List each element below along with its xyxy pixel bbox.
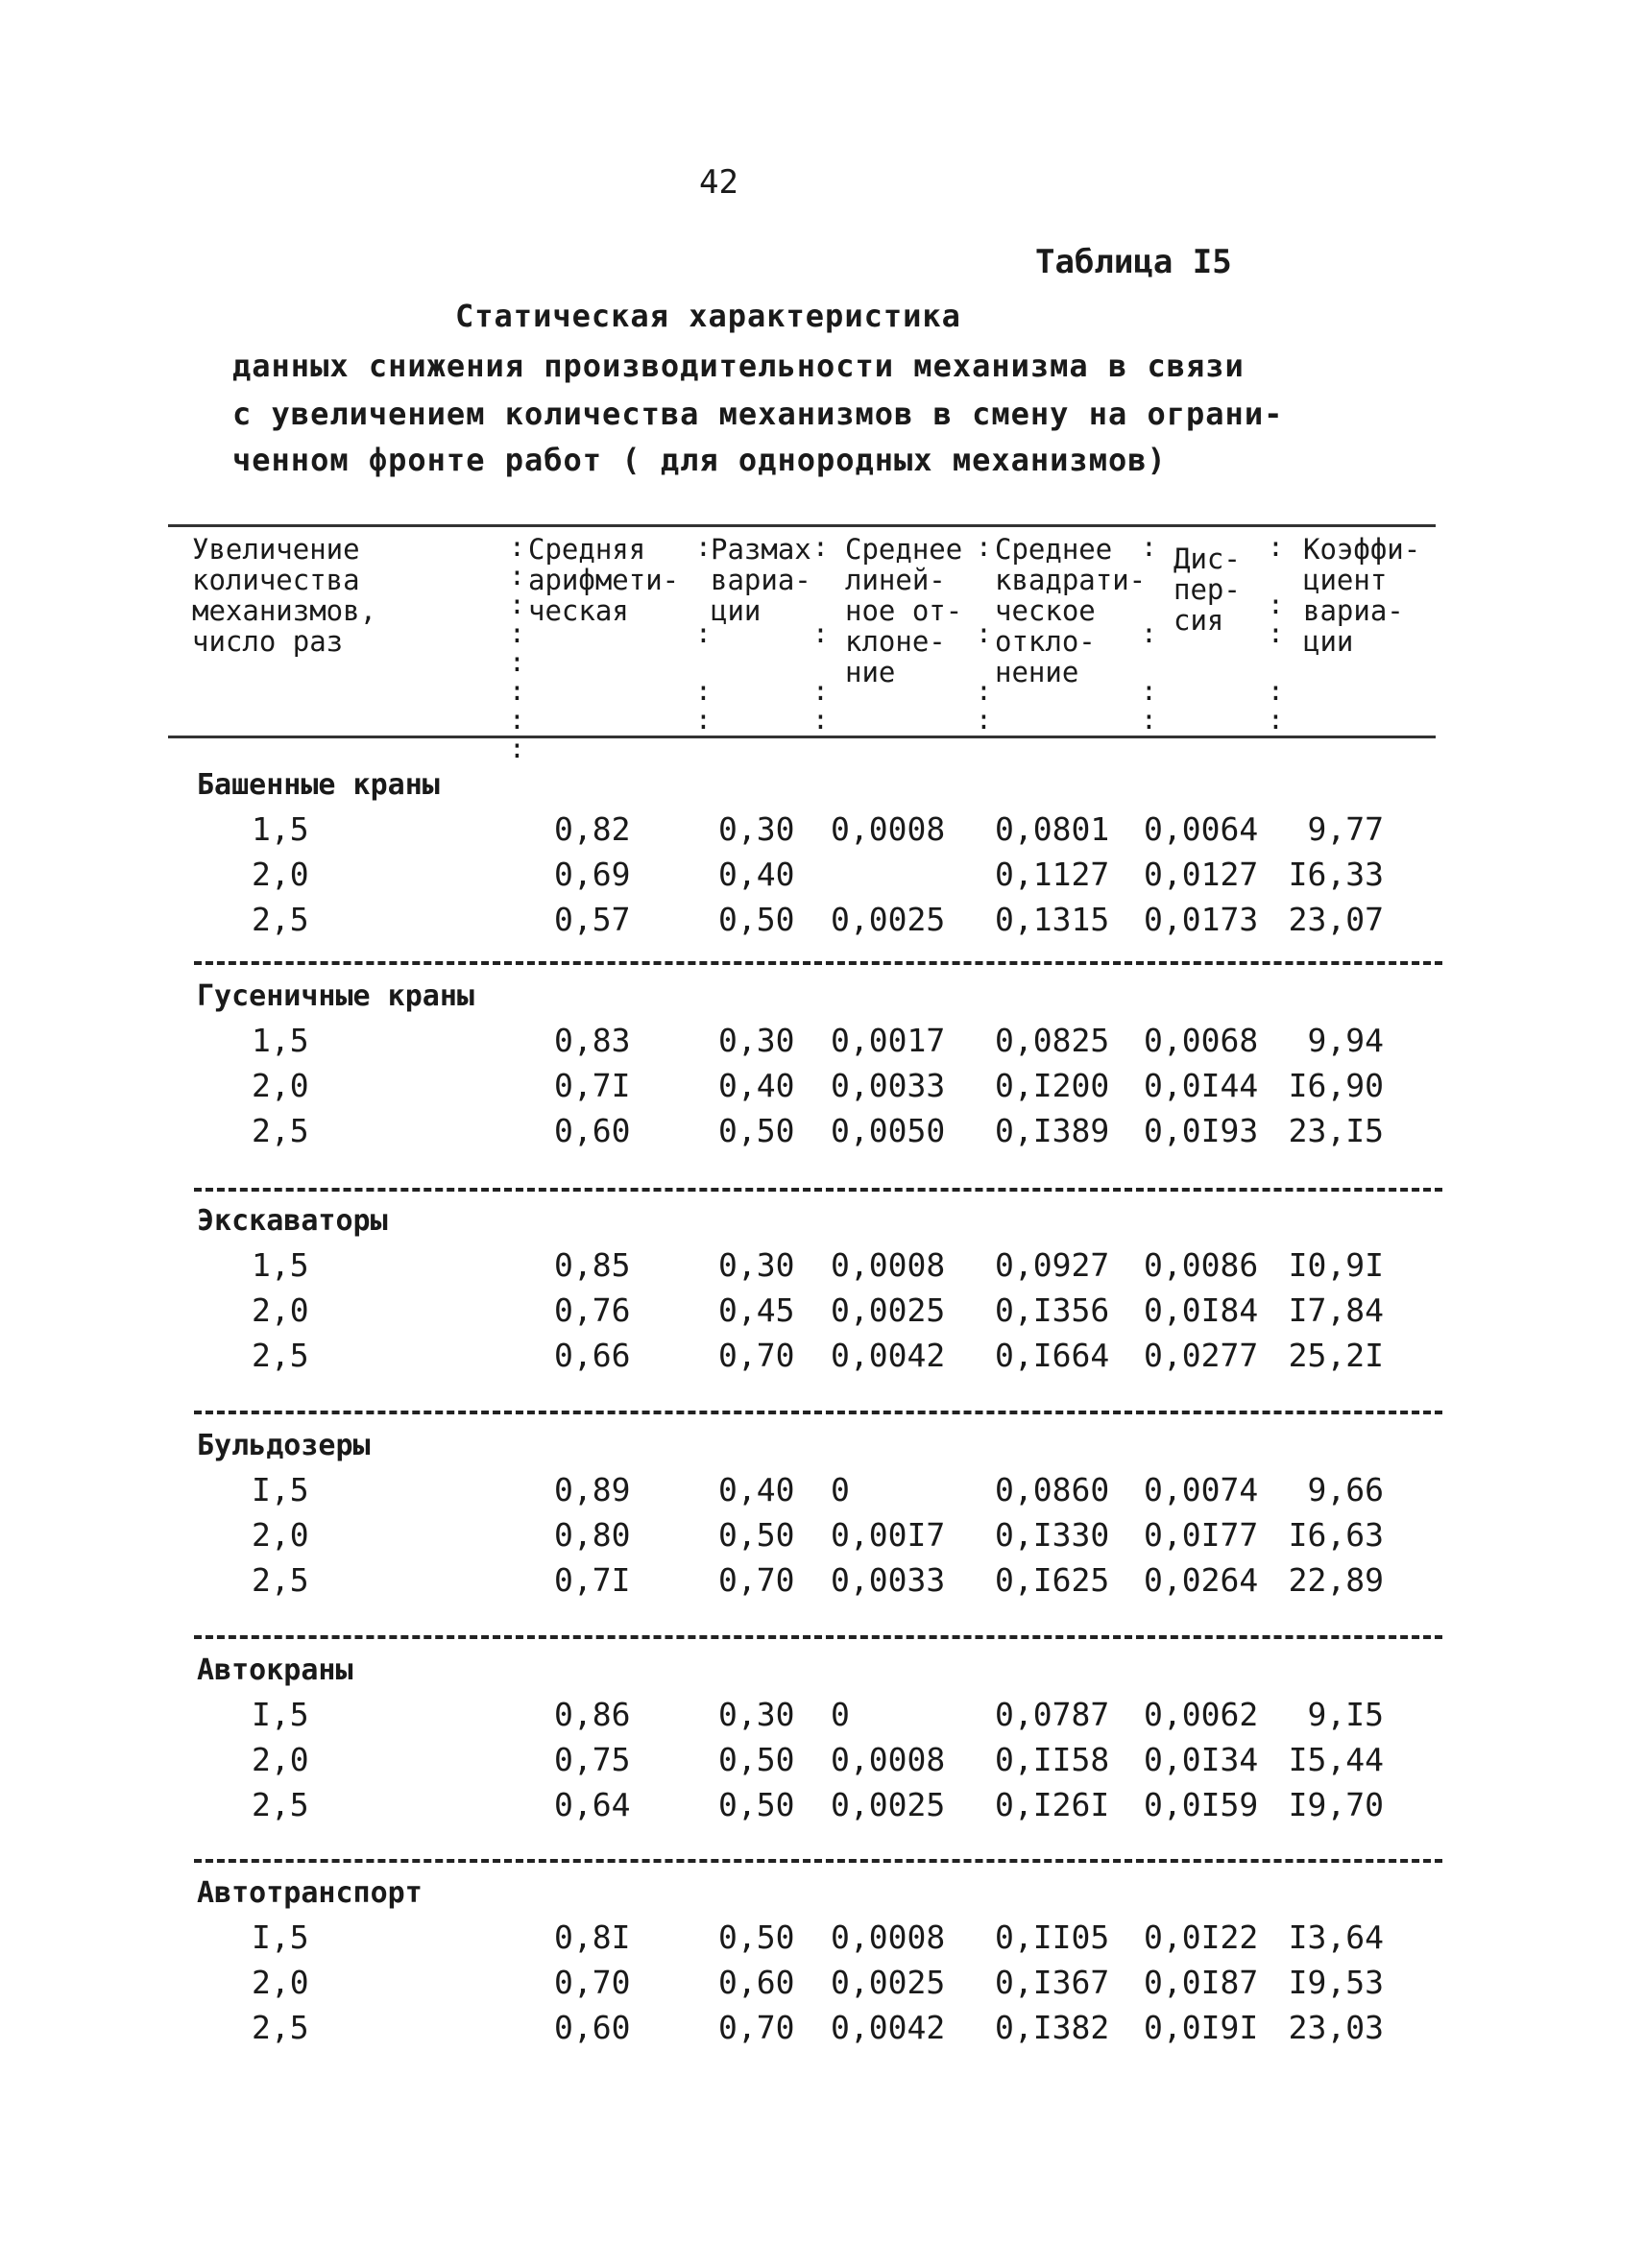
cell-lin-dev: 0,0008 bbox=[831, 1918, 946, 1956]
cell-mean: 0,76 bbox=[554, 1291, 631, 1329]
cell-coef: 23,03 bbox=[1288, 2009, 1384, 2046]
header-disp: Дис- пер- сия bbox=[1173, 543, 1241, 637]
cell-range: 0,70 bbox=[718, 2009, 795, 2046]
cell-times: I,5 bbox=[252, 1918, 309, 1956]
group-divider bbox=[194, 1635, 1442, 1639]
cell-coef: 9,I5 bbox=[1307, 1696, 1384, 1733]
cell-lin-dev: 0,0033 bbox=[831, 1067, 946, 1104]
cell-range: 0,50 bbox=[718, 1918, 795, 1956]
cell-disp: 0,0I44 bbox=[1144, 1067, 1259, 1104]
group-divider bbox=[194, 1188, 1442, 1192]
cell-coef: I6,63 bbox=[1288, 1516, 1384, 1554]
cell-lin-dev: 0,0025 bbox=[831, 1964, 946, 2001]
cell-coef: I6,33 bbox=[1288, 856, 1384, 893]
cell-mean: 0,86 bbox=[554, 1696, 631, 1733]
cell-disp: 0,0264 bbox=[1144, 1561, 1259, 1599]
cell-mean: 0,57 bbox=[554, 901, 631, 938]
cell-mean: 0,83 bbox=[554, 1022, 631, 1059]
cell-lin-dev: 0 bbox=[831, 1471, 850, 1508]
cell-disp: 0,0173 bbox=[1144, 901, 1259, 938]
column-separator: : : : : bbox=[1141, 531, 1157, 736]
cell-lin-dev: 0,0042 bbox=[831, 2009, 946, 2046]
cell-range: 0,40 bbox=[718, 856, 795, 893]
header-times: Увеличение количества механизмов, число раз bbox=[192, 533, 377, 658]
cell-times: 2,5 bbox=[252, 1786, 309, 1823]
cell-times: 2,0 bbox=[252, 1516, 309, 1554]
page-number: 42 bbox=[699, 163, 738, 202]
cell-mean: 0,85 bbox=[554, 1246, 631, 1284]
cell-range: 0,30 bbox=[718, 1022, 795, 1059]
cell-disp: 0,0I34 bbox=[1144, 1741, 1259, 1778]
column-separator: : : : : bbox=[695, 531, 712, 736]
column-separator: : : : : bbox=[812, 531, 829, 736]
cell-sq-dev: 0,0787 bbox=[995, 1696, 1110, 1733]
cell-coef: 25,2I bbox=[1288, 1337, 1384, 1374]
header-sq-dev: Среднее квадрати- ческое отклo- нение bbox=[995, 533, 1147, 688]
cell-times: 2,5 bbox=[252, 1337, 309, 1374]
cell-mean: 0,66 bbox=[554, 1337, 631, 1374]
header-top-rule bbox=[168, 524, 1436, 527]
cell-disp: 0,0068 bbox=[1144, 1022, 1259, 1059]
cell-disp: 0,0I84 bbox=[1144, 1291, 1259, 1329]
cell-times: 2,5 bbox=[252, 1561, 309, 1599]
cell-coef: 9,66 bbox=[1307, 1471, 1384, 1508]
cell-times: 1,5 bbox=[252, 810, 309, 848]
cell-range: 0,50 bbox=[718, 1741, 795, 1778]
group-title: Экскаваторы bbox=[197, 1204, 388, 1238]
cell-disp: 0,0I22 bbox=[1144, 1918, 1259, 1956]
cell-lin-dev: 0,0025 bbox=[831, 901, 946, 938]
group-title: Башенные краны bbox=[197, 768, 440, 802]
cell-coef: 23,07 bbox=[1288, 901, 1384, 938]
cell-lin-dev: 0,0025 bbox=[831, 1291, 946, 1329]
header-bottom-rule bbox=[168, 736, 1436, 738]
cell-sq-dev: 0,0860 bbox=[995, 1471, 1110, 1508]
cell-lin-dev: 0,0042 bbox=[831, 1337, 946, 1374]
cell-mean: 0,8I bbox=[554, 1918, 631, 1956]
cell-range: 0,70 bbox=[718, 1337, 795, 1374]
group-divider bbox=[194, 961, 1442, 965]
cell-sq-dev: 0,II58 bbox=[995, 1741, 1110, 1778]
cell-sq-dev: 0,I200 bbox=[995, 1067, 1110, 1104]
cell-range: 0,30 bbox=[718, 1246, 795, 1284]
cell-times: 2,0 bbox=[252, 1067, 309, 1104]
cell-sq-dev: 0,1315 bbox=[995, 901, 1110, 938]
header-range: Размах вариа- ции bbox=[711, 533, 811, 627]
cell-lin-dev: 0,00I7 bbox=[831, 1516, 946, 1554]
cell-range: 0,45 bbox=[718, 1291, 795, 1329]
cell-times: 2,0 bbox=[252, 1291, 309, 1329]
cell-mean: 0,64 bbox=[554, 1786, 631, 1823]
cell-lin-dev: 0,0008 bbox=[831, 1741, 946, 1778]
cell-range: 0,50 bbox=[718, 1516, 795, 1554]
cell-sq-dev: 0,II05 bbox=[995, 1918, 1110, 1956]
caption-line-4: ченном фронте работ ( для однородных механизмов) bbox=[232, 442, 1167, 478]
cell-sq-dev: 0,I26I bbox=[995, 1786, 1110, 1823]
cell-times: 1,5 bbox=[252, 1022, 309, 1059]
cell-range: 0,60 bbox=[718, 1964, 795, 2001]
cell-disp: 0,0I77 bbox=[1144, 1516, 1259, 1554]
cell-mean: 0,75 bbox=[554, 1741, 631, 1778]
cell-disp: 0,0062 bbox=[1144, 1696, 1259, 1733]
group-divider bbox=[194, 1411, 1442, 1414]
cell-disp: 0,0I87 bbox=[1144, 1964, 1259, 2001]
cell-range: 0,40 bbox=[718, 1471, 795, 1508]
table-label: Таблица I5 bbox=[1035, 243, 1232, 281]
cell-sq-dev: 0,I367 bbox=[995, 1964, 1110, 2001]
cell-range: 0,50 bbox=[718, 1786, 795, 1823]
cell-disp: 0,0I59 bbox=[1144, 1786, 1259, 1823]
cell-coef: 9,94 bbox=[1307, 1022, 1384, 1059]
cell-disp: 0,0086 bbox=[1144, 1246, 1259, 1284]
cell-range: 0,50 bbox=[718, 901, 795, 938]
cell-mean: 0,89 bbox=[554, 1471, 631, 1508]
cell-mean: 0,60 bbox=[554, 1112, 631, 1149]
header-mean: Средняя арифмети- ческая bbox=[528, 533, 680, 627]
cell-sq-dev: 0,I389 bbox=[995, 1112, 1110, 1149]
cell-disp: 0,0064 bbox=[1144, 810, 1259, 848]
cell-lin-dev: 0,0025 bbox=[831, 1786, 946, 1823]
cell-coef: 23,I5 bbox=[1288, 1112, 1384, 1149]
cell-coef: I9,70 bbox=[1288, 1786, 1384, 1823]
cell-disp: 0,0277 bbox=[1144, 1337, 1259, 1374]
cell-coef: I6,90 bbox=[1288, 1067, 1384, 1104]
cell-times: I,5 bbox=[252, 1471, 309, 1508]
cell-lin-dev: 0,0017 bbox=[831, 1022, 946, 1059]
cell-times: 2,0 bbox=[252, 1964, 309, 2001]
cell-sq-dev: 0,0801 bbox=[995, 810, 1110, 848]
cell-range: 0,30 bbox=[718, 810, 795, 848]
cell-lin-dev: 0,0008 bbox=[831, 810, 946, 848]
group-divider bbox=[194, 1859, 1442, 1863]
cell-lin-dev: 0,0008 bbox=[831, 1246, 946, 1284]
header-coef: Коэффи- циент вариа- ции bbox=[1303, 533, 1421, 658]
cell-times: 2,5 bbox=[252, 1112, 309, 1149]
cell-sq-dev: 0,I625 bbox=[995, 1561, 1110, 1599]
cell-mean: 0,80 bbox=[554, 1516, 631, 1554]
cell-coef: I3,64 bbox=[1288, 1918, 1384, 1956]
cell-sq-dev: 0,I330 bbox=[995, 1516, 1110, 1554]
cell-sq-dev: 0,I382 bbox=[995, 2009, 1110, 2046]
cell-times: 2,5 bbox=[252, 2009, 309, 2046]
cell-times: 1,5 bbox=[252, 1246, 309, 1284]
group-title: Гусеничные краны bbox=[197, 979, 474, 1013]
group-title: Автокраны bbox=[197, 1653, 353, 1687]
cell-times: 2,0 bbox=[252, 1741, 309, 1778]
cell-lin-dev: 0 bbox=[831, 1696, 850, 1733]
cell-range: 0,40 bbox=[718, 1067, 795, 1104]
group-title: Бульдозеры bbox=[197, 1429, 371, 1462]
cell-coef: 22,89 bbox=[1288, 1561, 1384, 1599]
column-separator: : : : : : : : : bbox=[509, 531, 525, 764]
cell-mean: 0,7I bbox=[554, 1067, 631, 1104]
cell-mean: 0,82 bbox=[554, 810, 631, 848]
cell-sq-dev: 0,0825 bbox=[995, 1022, 1110, 1059]
column-separator: : : : : : bbox=[1268, 531, 1284, 736]
cell-coef: 9,77 bbox=[1307, 810, 1384, 848]
cell-mean: 0,7I bbox=[554, 1561, 631, 1599]
group-title: Автотранспорт bbox=[197, 1876, 423, 1910]
cell-range: 0,30 bbox=[718, 1696, 795, 1733]
cell-lin-dev: 0,0050 bbox=[831, 1112, 946, 1149]
caption-line-1: Статическая характеристика bbox=[455, 298, 961, 334]
cell-times: I,5 bbox=[252, 1696, 309, 1733]
cell-range: 0,50 bbox=[718, 1112, 795, 1149]
cell-coef: I5,44 bbox=[1288, 1741, 1384, 1778]
cell-times: 2,0 bbox=[252, 856, 309, 893]
column-separator: : : : : bbox=[976, 531, 992, 736]
cell-lin-dev: 0,0033 bbox=[831, 1561, 946, 1599]
cell-mean: 0,70 bbox=[554, 1964, 631, 2001]
cell-times: 2,5 bbox=[252, 901, 309, 938]
cell-sq-dev: 0,0927 bbox=[995, 1246, 1110, 1284]
caption-line-3: с увеличением количества механизмов в смену на ограни- bbox=[232, 396, 1284, 432]
cell-mean: 0,69 bbox=[554, 856, 631, 893]
cell-disp: 0,0127 bbox=[1144, 856, 1259, 893]
cell-range: 0,70 bbox=[718, 1561, 795, 1599]
cell-sq-dev: 0,I664 bbox=[995, 1337, 1110, 1374]
header-lin-dev: Среднее линей- ное от- клоне- ние bbox=[845, 533, 963, 688]
cell-disp: 0,0I9I bbox=[1144, 2009, 1259, 2046]
cell-coef: I7,84 bbox=[1288, 1291, 1384, 1329]
caption-line-2: данных снижения производительности механизма в связи bbox=[232, 348, 1245, 384]
cell-coef: I0,9I bbox=[1288, 1246, 1384, 1284]
cell-mean: 0,60 bbox=[554, 2009, 631, 2046]
cell-sq-dev: 0,1127 bbox=[995, 856, 1110, 893]
cell-sq-dev: 0,I356 bbox=[995, 1291, 1110, 1329]
cell-disp: 0,0I93 bbox=[1144, 1112, 1259, 1149]
cell-coef: I9,53 bbox=[1288, 1964, 1384, 2001]
cell-disp: 0,0074 bbox=[1144, 1471, 1259, 1508]
